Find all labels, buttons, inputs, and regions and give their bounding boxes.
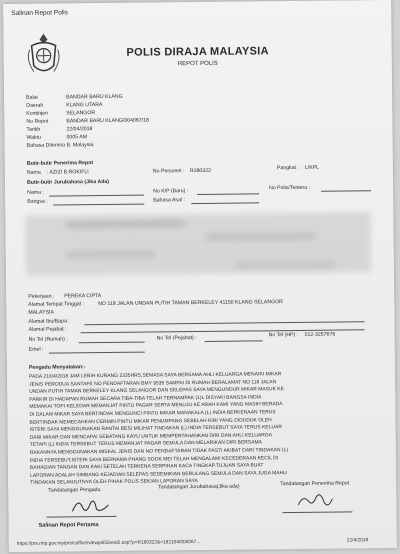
emel-label: Emel : [28,346,44,353]
polis-label: No Polis/Tentera : [269,184,311,192]
bahasa-value: B. Malaysia [66,142,94,149]
statement-heading: Pengadu Menyatakan:- [28,364,86,371]
tel-hp-value: 012-3257676 [304,331,336,338]
waktu-value: 0005 AM [66,134,88,141]
kontinjen-value: SELANGOR [66,110,96,117]
no-repot-value: BANDAR BARU KLANG/004067/18 [66,117,149,125]
page-subtitle: REPOT POLIS [177,60,218,68]
statement-line: JENIS PERODUA SANTAFE NO PENDAFTARAN BMY 9535 SAMPAI DI RUMAH BERALAMAT NO 118 JALAN [29,379,277,388]
nama-value: : AZIZI B.ROKIFLI [46,169,89,176]
tarikh-label: Tarikh [26,126,41,133]
statement-line: TETAPI (L) INDIA TERSEBUT TERUS MEMANJAT PAGAR SEMULA DAN MELARIKAN DIRI BERSAMA [29,440,262,449]
statement-line: TINDAKAN SELANJUTNYA OLEH PIHAK POLIS SEKIAN LAPORAN SAYA. [30,479,200,487]
footer-copy-label: Salinan Repot Pertama [38,522,99,529]
sig-penerima-line [282,511,352,513]
ibubapa-line [84,321,364,325]
pangkat-label: Pangkat : [276,164,299,172]
tel-hp-label: No Tel (HP) : [268,331,299,339]
redacted-row [206,233,316,241]
nama2-line [49,195,144,197]
daerah-value: KLANG UTARA [66,102,103,109]
sig-pengadu-label: Tandatangan Pengadu [48,487,101,494]
sig-pengadu-line [47,516,117,518]
polis-line [321,190,371,192]
balai-value: BANDAR BARU KLANG [66,93,123,101]
tel-rumah-line [79,342,145,344]
tarikh-value: 22/04/2018 [66,126,93,133]
nama2-label: Nama : [27,189,44,196]
bangsa-line [53,204,144,206]
personel-label: No Personel : [152,168,185,175]
pekerjaan-value: PEREKA CIPTA [64,293,102,300]
penerima-heading: Butir-butir Penerima Repot [26,160,94,167]
jurubahasa-heading: Butir-butir Jurubahasa (Jika Ada) [26,178,110,186]
footer-date: 22/4/2018 [346,538,369,544]
statement-line: LAPORAN ADALAH SIMBANG KEJADIAN SELEPAS SEDEMIKIAN BERULANG SEMULA DAN SAYA JUGA MAHU [30,470,287,479]
daerah-label: Daerah [26,102,44,109]
statement-line: BERTINDAK MEMECAHKAN CERMIN PINTU MIKAR PENUMPANG SEBELAH KIRI YANG DIDUDUK OLEH [29,417,272,426]
footer-url: https://prs.rmp.gov.my/prs/coffice/viewpol55real2.asp?p=R180322&=182104/004067... [16,540,201,547]
tel-pejabat-line [205,340,263,342]
personel-value: R180322 [189,167,211,175]
redacted-row [236,261,336,269]
balai-label: Balai [26,94,38,101]
pengadu-signature-icon [68,495,112,517]
statement-line: INDIA TERSEBUT,ISTERI SAYA BERNAMA PHANG SOOK MEI TELAH MENGALAMI KECEDERAAN KECIL DI [29,455,279,464]
pekerjaan-label: Pekerjaan : [28,293,55,300]
statement-line: ISTERI SAYA MENGGUNAKAN RANTAI BESI MILIHAT TINDAKAN (L) INDIA TERSEBUT SAYA TERUS KELUAR [29,425,283,433]
statement-line: DI DALAM MIKAR SAYA BERTINDAK MENGUNCI PINTU MIKAR MANAKALA (L) INDIA BERKENAAN TERUS [29,410,276,418]
tel-rumah-label: No Tel (Rumah) : [28,336,68,343]
statement-line: BAHAGIAN TANGAN DAN KAKI SETELAH TERKENA SERPIHAN KACA TINGKAP.TUJUAN SAYA BUAT [29,463,264,471]
pejabat-label: Alamat Pejabat : [28,326,67,333]
bangsa-label: Bangsa : [27,198,48,205]
pangkat-value: L/KPL [304,164,320,171]
copy-label: Salinan Repot Polis [11,9,69,17]
statement-line: PARKIR DI HADAPAN RUMAH SECARA TIBA-TIBA TELAH TERNAMPAK (1)L DISYAKI BANGSA INDIA [29,395,262,403]
ibubapa-label: Alamat Ibu/Bapa : [28,318,70,325]
redacted-row [66,250,156,258]
kp-label: No K/P (Baru) : [153,188,189,195]
no-repot-label: No Repot [26,118,49,125]
asal-line [191,202,259,204]
kontinjen-label: Kontinjen [26,110,48,117]
redacted-row [65,220,185,228]
statement-line: UNDAN PUTIH TAMAN BERKELEY KLANG SELANGOR DAN SELEPAS SAYA MENGUNDUR MIKAR MASUK KE [29,387,284,395]
penerima-signature-icon [294,491,334,513]
alamat-label: Alamat Tempat Tinggal : [28,301,84,308]
waktu-label: Waktu [26,134,42,141]
statement-line: PADA 21/04/2018 JAM LEBIH KURANG 2335HRS,SEMASA SAYA BERSAMA AHLI KELUARGA MENAIKI MIKAR [29,372,282,380]
alamat-line-2: MALAYSIA [28,309,54,316]
statement-line: MEMAKAI TOPI KELEDAR MEMANJAT PINTU PAGAR SERTA MENUJU KE ARAH KAMI YANG MASIH BERADA [29,402,283,411]
statement-line: RAKANNYA MENGGUNAKAN MISKAL JENIS DAN NO PENDAFTARAN TIDAK PASTI AKIBAT DARI TINDAKAN (L) [29,448,289,456]
sig-penerima-label: Tandatangan Penerima Repot [280,480,350,488]
emel-line [49,352,145,354]
kp-line [197,193,259,195]
asal-label: Bahasa Asal : [153,197,185,204]
bahasa-label: Bahasa Diterima [26,142,66,149]
nama-label: Nama [26,169,41,176]
statement-line: DARI MIKAR DAN MENCAPAI SEBATANG KAYU UNTUK MEMPERTAHANKAN DIRI DAN AHLI KELUARGA [29,433,273,441]
statement-body [29,370,375,488]
police-report-page [3,0,397,552]
tel-pejabat-label: No Tel (Pejabat) : [156,335,197,342]
sig-jurubahasa-label: Tandatangan Jurubahasa(Jika ada) [158,483,240,491]
alamat-line-1: NO 118 JALAN UNDAN PUTIH TAMAN BERKELEY 41150 KLANG SELANGOR [98,299,283,308]
page-title: POLIS DIRAJA MALAYSIA [126,45,269,59]
